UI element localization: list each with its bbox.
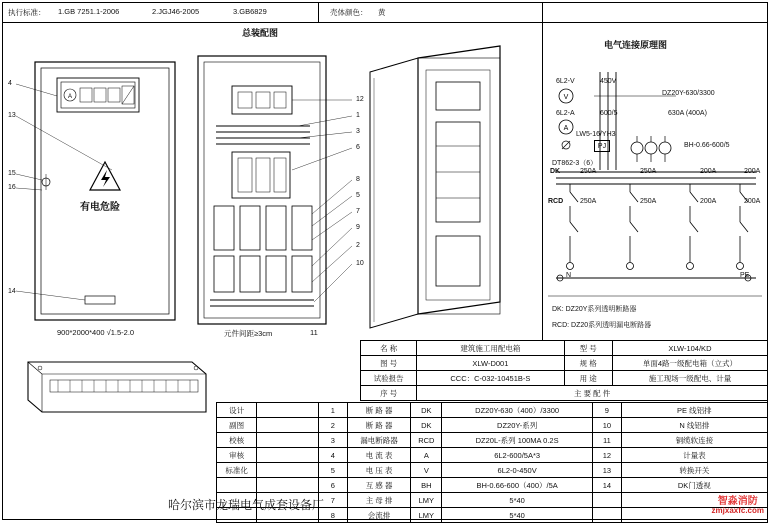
- table-row: [217, 433, 768, 448]
- seq-cell: 8: [319, 508, 348, 523]
- spec-cell: 6L2-0-450V: [442, 463, 593, 478]
- name-cell: [257, 403, 319, 418]
- spacing-value: 11: [310, 328, 318, 337]
- seq-cell-right: 9: [593, 403, 622, 418]
- watermark-line-1: 智淼消防: [717, 496, 758, 508]
- seq-cell: 6: [319, 478, 348, 493]
- item-cell: 断 路 器: [347, 418, 411, 433]
- role-cell: 标准化: [217, 463, 257, 478]
- push-button-label[interactable]: PJ: [594, 140, 610, 152]
- rcd-rating-2: 250A: [640, 198, 657, 205]
- mark-mid-7: 7: [356, 208, 360, 215]
- code-cell: V: [411, 463, 442, 478]
- mark-left-16: 16: [8, 184, 16, 191]
- parts-header-row: [361, 386, 768, 401]
- tb-key-1: 名 称: [361, 341, 417, 356]
- seq-cell-right: 13: [593, 463, 622, 478]
- role-cell: [217, 478, 257, 493]
- spec-cell: BH-0.66-600（400）/5A: [442, 478, 593, 493]
- mark-mid-5: 5: [356, 192, 360, 199]
- mark-mid-12: 12: [356, 96, 364, 103]
- code-cell: A: [411, 448, 442, 463]
- dk-rating-3: 200A: [700, 168, 717, 175]
- name-cell: [257, 448, 319, 463]
- tb-key-2: 型 号: [564, 341, 612, 356]
- item-cell: 互 感 器: [347, 478, 411, 493]
- rcd-rating-1: 250A: [580, 198, 597, 205]
- selector-switch-label: LW5-16/YH3: [576, 131, 616, 138]
- legend-rcd: RCD: DZ20系列透明漏电断路器: [552, 322, 652, 329]
- item-cell-right: N 线铝排: [621, 418, 767, 433]
- standard-3: 3.GB6829: [233, 7, 267, 16]
- name-cell: [257, 433, 319, 448]
- code-cell: LMY: [411, 493, 442, 508]
- rcd-row-label: RCD: [548, 198, 564, 205]
- schematic-title: 电气连接原理图: [604, 40, 668, 50]
- assembly-title: 总装配图: [242, 28, 279, 38]
- name-cell: [257, 418, 319, 433]
- meter-v-code: 6L2-V: [556, 78, 575, 85]
- seq-cell: 5: [319, 463, 348, 478]
- seq-cell: 3: [319, 433, 348, 448]
- meter-a-code: 6L2-A: [556, 110, 575, 117]
- title-block-table: [360, 340, 768, 401]
- seq-cell-right: 11: [593, 433, 622, 448]
- item-cell-right: 转换开关: [621, 463, 767, 478]
- mark-mid-8: 8: [356, 176, 360, 183]
- item-cell: 主 母 排: [347, 493, 411, 508]
- shell-color-value: 黄: [378, 8, 386, 17]
- mark-mid-9: 9: [356, 224, 360, 231]
- rcd-rating-4: 200A: [744, 198, 761, 205]
- item-cell: 漏电断路器: [347, 433, 411, 448]
- seq-cell: 2: [319, 418, 348, 433]
- energy-meter-label: DT862-3（6）: [552, 160, 598, 167]
- spec-cell: 6L2-600/5A*3: [442, 448, 593, 463]
- standard-1: 1.GB 7251.1-2006: [58, 7, 120, 16]
- svg-text:A: A: [67, 94, 73, 100]
- spec-cell: DZ20Y-630（400）/3300: [442, 403, 593, 418]
- pe-label: PE: [740, 272, 750, 279]
- tb-key-1: 图 号: [361, 356, 417, 371]
- main-breaker-rating: 630A (400A): [668, 110, 707, 117]
- tb-val-2: 施工现场一级配电、计量: [612, 371, 767, 386]
- spacing-note: 元件间距≥3cm: [224, 329, 273, 338]
- ct-label: BH-0.66-600/5: [684, 142, 730, 149]
- dk-rating-1: 250A: [580, 168, 597, 175]
- watermark-line-2: zmjxaxfc.com: [711, 506, 764, 516]
- tb-key-2: 规 格: [564, 356, 612, 371]
- dimension-note: 900*2000*400 √1.5-2.0: [57, 328, 135, 337]
- table-row: [217, 403, 768, 418]
- tb-val-1: CCC：C-032-10451B-S: [417, 371, 564, 386]
- mark-mid-3: 3: [356, 128, 360, 135]
- title-block-row: [361, 356, 768, 371]
- seq-cell-right: 10: [593, 418, 622, 433]
- seq-header: 序 号: [361, 386, 417, 401]
- seq-cell: 1: [319, 403, 348, 418]
- tb-val-2: 单面4路一级配电箱（立式）: [612, 356, 767, 371]
- table-row: [217, 418, 768, 433]
- item-cell-right: PE 线铝排: [621, 403, 767, 418]
- seq-cell: 4: [319, 448, 348, 463]
- item-cell: 断 路 器: [347, 403, 411, 418]
- legend-dk: DK: DZ20Y系列透明断路器: [552, 306, 637, 313]
- title-block-row: [361, 341, 768, 356]
- blank-cell: [593, 493, 622, 508]
- tb-val-2: XLW-104/KD: [612, 341, 767, 356]
- manufacturer-name: 哈尔滨市龙瑞电气成套设备厂: [168, 498, 325, 512]
- spec-cell: DZ20Y-系列: [442, 418, 593, 433]
- seq-cell-right: 14: [593, 478, 622, 493]
- mark-left-4: 4: [8, 80, 12, 87]
- spec-cell: 5*40: [442, 508, 593, 523]
- spec-cell: DZ20L-系列 100MA 0.2S: [442, 433, 593, 448]
- spec-cell: 5*40: [442, 493, 593, 508]
- role-cell: 审核: [217, 448, 257, 463]
- watermark: [712, 496, 764, 516]
- code-cell: RCD: [411, 433, 442, 448]
- door-warning-text: 有电危险: [80, 202, 120, 213]
- tb-val-1: 建筑施工用配电箱: [417, 341, 564, 356]
- mark-mid-6: 6: [356, 144, 360, 151]
- table-row: [217, 478, 768, 493]
- item-cell: 会流排: [347, 508, 411, 523]
- svg-text:V: V: [563, 94, 569, 101]
- seq-cell-right: 12: [593, 448, 622, 463]
- code-cell: DK: [411, 418, 442, 433]
- meter-v-value: 450V: [600, 78, 617, 85]
- role-cell: 设计: [217, 403, 257, 418]
- dk-rating-2: 250A: [640, 168, 657, 175]
- mark-left-13: 13: [8, 112, 16, 119]
- parts-header: 主 要 配 件: [417, 386, 768, 401]
- tb-val-1: XLW-D001: [417, 356, 564, 371]
- item-cell-right: 铜缆软连接: [621, 433, 767, 448]
- mark-mid-2: 2: [356, 242, 360, 249]
- mark-left-15: 15: [8, 170, 16, 177]
- table-row: [217, 463, 768, 478]
- mark-mid-10: 10: [356, 260, 364, 267]
- tb-key-2: 用 途: [564, 371, 612, 386]
- dk-rating-4: 200A: [744, 168, 761, 175]
- role-cell: 校核: [217, 433, 257, 448]
- name-cell: [257, 463, 319, 478]
- shell-color-label: 壳体颜色：: [330, 8, 368, 17]
- mark-mid-1: 1: [356, 112, 360, 119]
- mark-left-14: 14: [8, 288, 16, 295]
- svg-text:A: A: [563, 125, 569, 132]
- neutral-label: N: [566, 272, 572, 279]
- table-row: [217, 448, 768, 463]
- title-block-row: [361, 371, 768, 386]
- standard-2: 2.JGJ46-2005: [152, 7, 200, 16]
- item-cell: 电 流 表: [347, 448, 411, 463]
- item-cell-right: 计量表: [621, 448, 767, 463]
- code-cell: BH: [411, 478, 442, 493]
- code-cell: LMY: [411, 508, 442, 523]
- dk-row-label: DK: [550, 168, 561, 175]
- item-cell-right: DK门透视: [621, 478, 767, 493]
- main-breaker-label: DZ20Y-630/3300: [662, 90, 715, 97]
- title-block: [360, 340, 768, 402]
- blank-cell: [593, 508, 622, 523]
- seq-cell: 7: [319, 493, 348, 508]
- rcd-rating-3: 200A: [700, 198, 717, 205]
- role-cell: 副图: [217, 418, 257, 433]
- name-cell: [257, 478, 319, 493]
- item-cell: 电 压 表: [347, 463, 411, 478]
- tb-key-1: 试验报告: [361, 371, 417, 386]
- code-cell: DK: [411, 403, 442, 418]
- standards-label: 执行标准：: [8, 8, 46, 17]
- meter-a-value: 600/5: [600, 110, 618, 117]
